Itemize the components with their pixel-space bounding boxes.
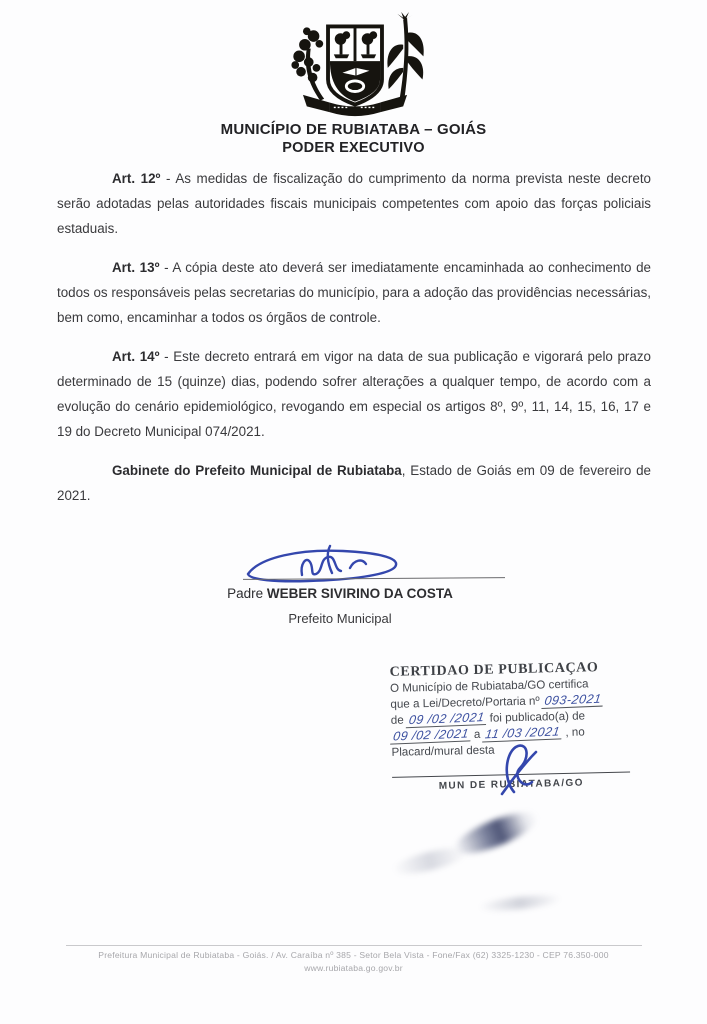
stamp-title: CERTIDAO DE PUBLICAÇAO — [389, 660, 599, 680]
article-text: - Este decreto entrará em vigor na data de sua publicação e vigorará pelo prazo determinado de 15 (quinze) dias, podendo sofrer alterações a qualquer tempo, de acordo com a evolução do cenário epidemiológico, revogando em especial os artigos 8º, 9º, 11, 14, 15, 16, 17 e 19 do Decreto Municipal 074/2021. — [57, 349, 651, 439]
title-branch: PODER EXECUTIVO — [282, 140, 425, 156]
municipal-coat-of-arms-icon — [276, 12, 434, 118]
page-title — [0, 121, 707, 157]
handwritten-date-to: 11 /03 /2021 — [483, 725, 564, 742]
stamp-label: , no — [565, 725, 585, 739]
stamp-label: de — [390, 713, 404, 727]
ink-smudge — [478, 893, 563, 914]
stamp-signature-scribble — [488, 736, 552, 798]
stamp-label: foi publicado(a) de — [489, 709, 586, 725]
mayor-name-caps: WEBER SIVIRINO DA COSTA — [266, 586, 453, 601]
article-text: - A cópia deste ato deverá ser imediatamente encaminhada ao conhecimento de todos os responsáveis pelas secretarias do município, para a adoção das providências necessárias, bem como, encaminhar a todos os órgãos de controle. — [57, 260, 651, 325]
article-number: Art. 14º — [112, 349, 160, 364]
handwritten-doc-number: 093-2021 — [542, 693, 605, 709]
ink-smudge — [391, 843, 469, 879]
stamp-line-5: Placard/mural desta — [391, 743, 495, 759]
footer-website: www.rubiataba.go.gov.br — [304, 963, 403, 973]
article-number: Art. 13º — [112, 260, 160, 275]
paragraph-gabinete — [57, 458, 651, 508]
page-footer — [0, 949, 707, 975]
closing-text: , Estado de Goiás em 09 de fevereiro de 2021. — [57, 463, 652, 503]
paragraph-art-13 — [57, 255, 651, 330]
stamp-label: que a Lei/Decreto/Portaria nº — [390, 694, 540, 711]
title-municipality: MUNICÍPIO DE RUBIATABA – GOIÁS — [220, 121, 487, 138]
article-number: Art. 12º — [112, 171, 161, 186]
footer-address: Prefeitura Municipal de Rubiataba - Goiás. / Av. Caraíba nº 385 - Setor Bela Vista - Fone/Fax (62) 3325-1230 - CEP 76.350-000 — [98, 950, 609, 960]
paragraph-art-14 — [57, 344, 651, 444]
mayor-role: Prefeito Municipal — [288, 611, 392, 626]
mayor-name-prefix: Padre — [227, 586, 267, 601]
paragraph-art-12 — [57, 166, 651, 241]
decree-text — [57, 166, 651, 522]
mayor-name — [150, 586, 530, 601]
closing-lead: Gabinete do Prefeito Municipal de Rubiataba — [112, 463, 402, 478]
stamp-line-1: O Município de Rubiataba/GO certifica — [389, 677, 589, 695]
stamp-org-name: MUN DE RUBIATABA/GO — [438, 777, 584, 792]
footer-divider — [66, 945, 642, 946]
article-text: - As medidas de fiscalização do cumprimento da norma prevista neste decreto serão adotadas pelas autoridades fiscais municipais competentes com apoio das forças policiais estaduais. — [57, 171, 651, 236]
stamp-label: a — [473, 727, 481, 742]
handwritten-date-from: 09 /02 /2021 — [390, 727, 472, 744]
handwritten-date-signed: 09 /02 /2021 — [406, 711, 488, 728]
